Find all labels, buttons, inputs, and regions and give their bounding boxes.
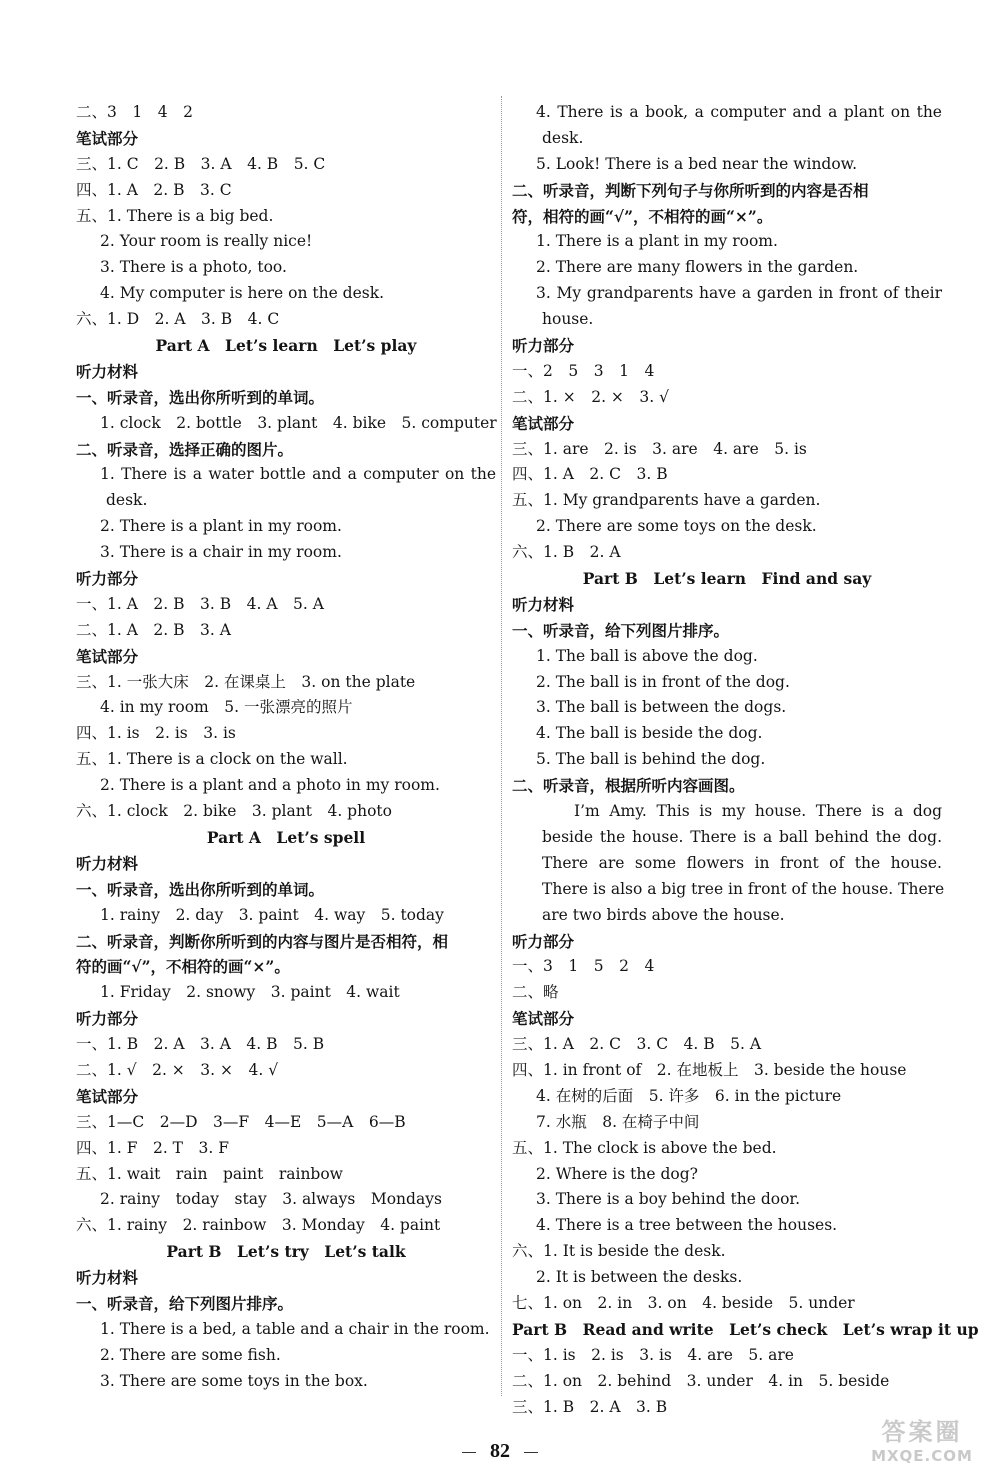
left-column-line: 3. There are some toys in the box.: [100, 1371, 368, 1390]
left-column-line: 笔试部分: [76, 128, 139, 148]
right-column-line: 三、1. are 2. is 3. are 4. are 5. is: [512, 439, 807, 458]
right-column-line: are two birds above the house.: [542, 905, 785, 924]
left-column-line: 五、1. There is a big bed.: [76, 206, 274, 225]
right-column-line: 5. Look! There is a bed near the window.: [536, 154, 858, 173]
right-column-line: There are some flowers in front of the house.: [542, 853, 942, 872]
left-column-line: 六、1. rainy 2. rainbow 3. Monday 4. paint: [76, 1216, 441, 1235]
right-column-line: 2. There are some toys on the desk.: [536, 517, 817, 536]
right-column-line: house.: [542, 310, 594, 329]
right-column-line: 笔试部分: [512, 413, 575, 433]
left-column-line: 听力材料: [76, 361, 139, 381]
left-column-line: 二、1. A 2. B 3. A: [76, 620, 231, 639]
right-column-line: 二、听录音，判断下列句子与你所听到的内容是否相: [512, 180, 869, 200]
left-column-line: 四、1. is 2. is 3. is: [76, 724, 236, 743]
right-column-line: 五、1. The clock is above the bed.: [512, 1138, 777, 1157]
right-column-line: 5. The ball is behind the dog.: [536, 750, 766, 769]
left-column-line: 2. There are some fish.: [100, 1345, 281, 1364]
right-column-line: Part B Read and write Let’s check Let’s wrap it up: [512, 1319, 979, 1339]
watermark-line1: 答案圈: [881, 1418, 963, 1446]
left-column-line: 一、听录音，选出你所听到的单词。: [76, 387, 325, 407]
right-column-line: beside the house. There is a ball behind the dog.: [542, 827, 942, 846]
left-column-line: 听力部分: [76, 1009, 139, 1029]
column-divider: [501, 96, 502, 1396]
left-column-line: 听力材料: [76, 853, 139, 873]
right-column-line: 听力材料: [512, 594, 575, 614]
right-column-line: 四、1. A 2. C 3. B: [512, 465, 668, 484]
left-column-line: 1. clock 2. bottle 3. plant 4. bike 5. computer: [100, 413, 497, 432]
right-column-line: 六、1. It is beside the desk.: [512, 1242, 726, 1261]
left-column-line: Part B Let’s try Let’s talk: [166, 1242, 406, 1262]
right-column-line: 三、1. B 2. A 3. B: [512, 1397, 668, 1416]
left-column-line: 二、3 1 4 2: [76, 103, 193, 121]
right-column-line: I’m Amy. This is my house. There is a dog: [574, 802, 942, 821]
left-column-line: 二、听录音，判断你所听到的内容与图片是否相符，相: [76, 931, 449, 951]
right-column-line: 二、1. × 2. × 3. √: [512, 387, 669, 406]
right-column: [512, 100, 979, 1420]
page-number-dash-right: [524, 1452, 538, 1453]
right-column-line: 七、1. on 2. in 3. on 4. beside 5. under: [512, 1293, 855, 1312]
watermark-logo: [858, 1418, 986, 1474]
right-column-line: 听力部分: [512, 931, 575, 951]
right-column-line: 听力部分: [512, 336, 575, 356]
left-column-line: 2. rainy today stay 3. always Mondays: [100, 1190, 442, 1209]
right-column-line: 1. The ball is above the dog.: [536, 646, 758, 665]
right-column-line: 2. Where is the dog?: [536, 1164, 698, 1183]
right-column-line: 六、1. B 2. A: [512, 543, 621, 562]
right-column-line: 二、听录音，根据所听内容画图。: [512, 776, 745, 796]
right-column-line: 五、1. My grandparents have a garden.: [512, 491, 821, 510]
left-column-line: 1. There is a water bottle and a computer on the: [100, 465, 496, 484]
left-column-line: 一、1. B 2. A 3. A 4. B 5. B: [76, 1035, 325, 1054]
left-column-line: 三、1. 一张大床 2. 在课桌上 3. on the plate: [76, 672, 416, 691]
left-column-line: 二、1. √ 2. × 3. × 4. √: [76, 1060, 279, 1079]
right-column-line: 2. The ball is in front of the dog.: [536, 672, 790, 691]
right-column-line: 一、2 5 3 1 4: [512, 361, 655, 380]
left-column-line: 1. rainy 2. day 3. paint 4. way 5. today: [100, 905, 444, 924]
left-column-line: 2. Your room is really nice!: [100, 232, 313, 251]
right-column-line: 2. It is between the desks.: [536, 1268, 743, 1287]
right-column-line: Part B Let’s learn Find and say: [582, 569, 872, 589]
left-column-line: Part A Let’s learn Let’s play: [155, 336, 417, 356]
left-column-line: 五、1. wait rain paint rainbow: [76, 1164, 343, 1183]
right-column-line: 1. There is a plant in my room.: [536, 232, 778, 251]
left-column-line: 4. My computer is here on the desk.: [100, 284, 385, 303]
right-column-line: 二、1. on 2. behind 3. under 4. in 5. beside: [512, 1371, 890, 1390]
left-column-line: 2. There is a plant in my room.: [100, 517, 342, 536]
right-column-line: 4. 在树的后面 5. 许多 6. in the picture: [536, 1086, 842, 1105]
right-column-line: 4. There is a book, a computer and a plant on the: [536, 103, 942, 121]
right-column-line: 笔试部分: [512, 1009, 575, 1029]
left-column-line: 一、听录音，选出你所听到的单词。: [76, 879, 325, 899]
right-column-line: 一、1. is 2. is 3. is 4. are 5. are: [512, 1345, 794, 1364]
right-column-line: 符，相符的画“√”，不相符的画“×”。: [512, 206, 773, 226]
right-column-line: 3. My grandparents have a garden in front of their: [536, 284, 942, 303]
left-column-line: 三、1—C 2—D 3—F 4—E 5—A 6—B: [76, 1112, 406, 1131]
right-column-line: 四、1. in front of 2. 在地板上 3. beside the house: [512, 1060, 907, 1079]
right-column-line: 一、3 1 5 2 4: [512, 957, 655, 976]
page-number: 82: [490, 1440, 510, 1462]
left-column-line: 一、1. A 2. B 3. B 4. A 5. A: [76, 594, 324, 613]
right-column-line: desk.: [542, 128, 584, 147]
right-column-line: 一、听录音，给下列图片排序。: [512, 620, 730, 640]
right-column-line: 二、略: [512, 983, 559, 1002]
left-column-line: 1. There is a bed, a table and a chair in the room.: [100, 1319, 490, 1338]
left-column-line: 笔试部分: [76, 1086, 139, 1106]
left-column-line: 听力材料: [76, 1268, 139, 1288]
left-column-line: 一、听录音，给下列图片排序。: [76, 1293, 294, 1313]
right-column-line: 3. There is a boy behind the door.: [536, 1190, 801, 1209]
left-column-line: 符的画“√”，不相符的画“×”。: [76, 957, 290, 977]
left-column-line: desk.: [106, 491, 148, 510]
right-column-line: 7. 水瓶 8. 在椅子中间: [536, 1112, 700, 1131]
left-column-line: 六、1. clock 2. bike 3. plant 4. photo: [76, 802, 392, 821]
left-column-line: 4. in my room 5. 一张漂亮的照片: [100, 698, 353, 717]
watermark-line2: MXQE.COM: [871, 1447, 973, 1465]
left-column: [76, 100, 496, 1395]
left-column-line: 2. There is a plant and a photo in my room.: [100, 776, 440, 795]
left-column-line: 听力部分: [76, 569, 139, 589]
right-column-line: 4. The ball is beside the dog.: [536, 724, 763, 743]
left-column-line: 3. There is a photo, too.: [100, 258, 287, 277]
left-column-line: 笔试部分: [76, 646, 139, 666]
left-column-line: 六、1. D 2. A 3. B 4. C: [76, 310, 280, 329]
left-column-line: 四、1. A 2. B 3. C: [76, 180, 232, 199]
right-column-line: 3. The ball is between the dogs.: [536, 698, 787, 717]
left-column-line: Part A Let’s spell: [206, 827, 366, 847]
right-column-line: There is also a big tree in front of the house. There: [542, 879, 945, 898]
right-column-line: 4. There is a tree between the houses.: [536, 1216, 838, 1235]
left-column-line: 1. Friday 2. snowy 3. paint 4. wait: [100, 983, 400, 1002]
left-column-line: 二、听录音，选择正确的图片。: [76, 439, 294, 459]
left-column-line: 五、1. There is a clock on the wall.: [76, 750, 348, 769]
left-column-line: 三、1. C 2. B 3. A 4. B 5. C: [76, 154, 326, 173]
left-column-line: 四、1. F 2. T 3. F: [76, 1138, 229, 1157]
left-column-line: 3. There is a chair in my room.: [100, 543, 342, 562]
right-column-line: 三、1. A 2. C 3. C 4. B 5. A: [512, 1035, 762, 1054]
right-column-line: 2. There are many flowers in the garden.: [536, 258, 859, 277]
